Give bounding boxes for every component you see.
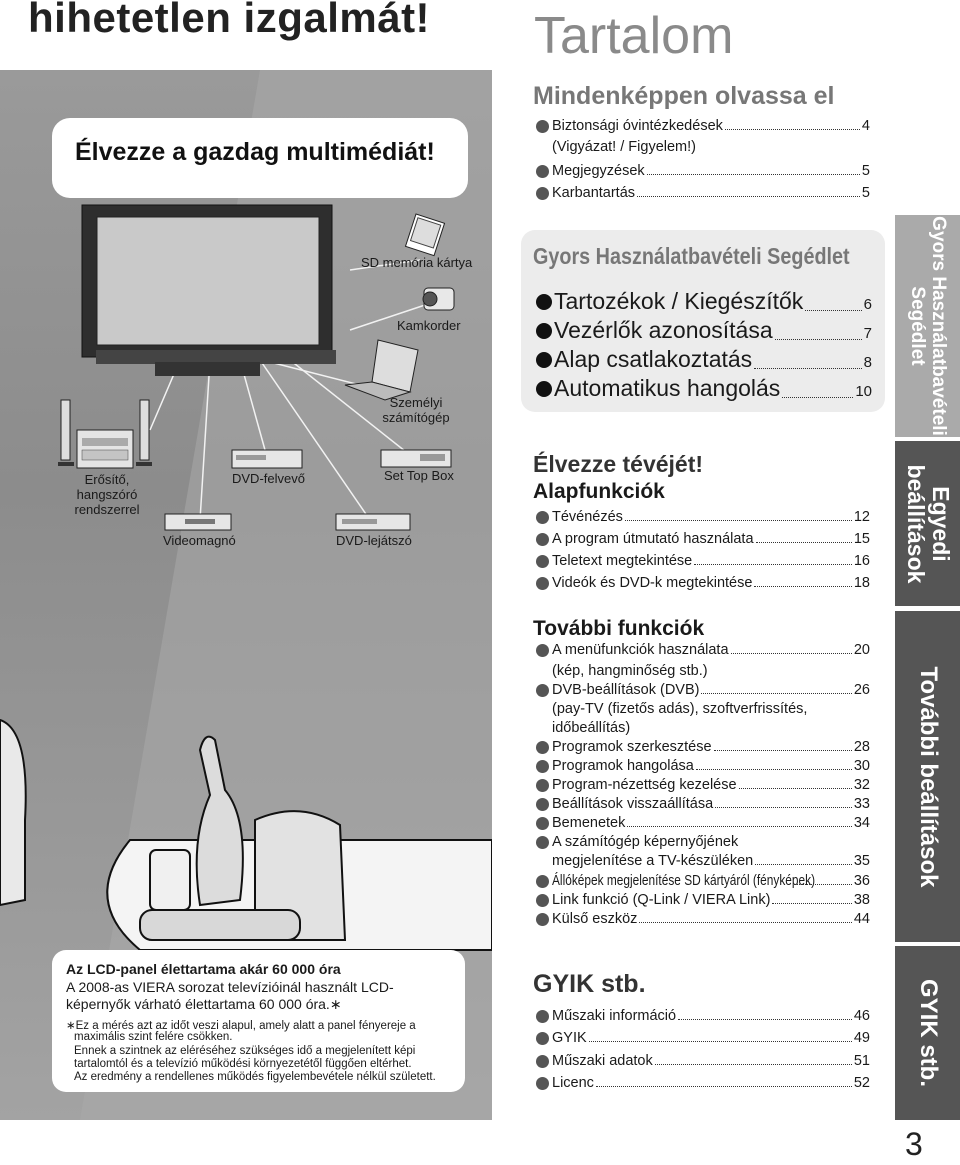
toc-item-page: 7 xyxy=(863,325,872,342)
toc-item-sub: (Vigyázat! / Figyelem!) xyxy=(552,139,696,155)
bullet-icon xyxy=(536,511,549,524)
toc-item-label: A menüfunkciók használata xyxy=(552,642,729,658)
toc-item-label: Link funkció (Q-Link / VIERA Link) xyxy=(552,892,771,908)
toc-item[interactable] xyxy=(536,892,870,908)
bullet-icon xyxy=(536,555,549,568)
toc-item-page: 28 xyxy=(853,739,870,755)
toc-item-page: 18 xyxy=(853,575,870,591)
toc-item-page: 46 xyxy=(853,1008,870,1024)
leader-dots xyxy=(625,520,852,521)
toc-item-page: 5 xyxy=(861,185,870,201)
tab-faq-label: GYIK stb. xyxy=(914,978,942,1088)
leader-dots xyxy=(589,1041,852,1042)
bullet-icon xyxy=(536,381,552,397)
toc-item-label: Beállítások visszaállítása xyxy=(552,796,714,812)
bullet-icon xyxy=(536,894,549,907)
sd-card-illustration xyxy=(405,214,444,256)
toc-item-page: 5 xyxy=(861,163,870,179)
settop-illustration xyxy=(381,450,451,467)
toc-item-page: 32 xyxy=(853,777,870,793)
toc-item[interactable] xyxy=(536,911,870,927)
label-dvd-player: DVD-lejátszó xyxy=(336,533,412,548)
toc-item[interactable] xyxy=(536,531,870,547)
toc-item[interactable] xyxy=(536,739,870,755)
tab-quick-start-line1: Gyors Használatbavételi xyxy=(927,216,949,436)
leader-dots xyxy=(739,788,852,789)
toc-item-page: 20 xyxy=(853,642,870,658)
leader-dots xyxy=(731,653,852,654)
leader-dots xyxy=(627,826,852,827)
toc-item-label: Műszaki adatok xyxy=(552,1053,653,1069)
laptop-illustration xyxy=(345,340,418,400)
toc-item-label: Programok hangolása xyxy=(552,758,694,774)
toc-item-label: A számítógép képernyőjének xyxy=(552,834,739,850)
toc-item[interactable] xyxy=(536,288,872,315)
bullet-icon xyxy=(536,294,552,310)
footnote-4: tartalomtól és a televízió működési környezetétől függően eltérhet. xyxy=(74,1058,412,1070)
toc-item[interactable] xyxy=(536,163,870,179)
section-must-read: Mindenképpen olvassa el xyxy=(533,82,835,110)
page-number: 3 xyxy=(905,1126,923,1162)
toc-item-label: Videók és DVD-k megtekintése xyxy=(552,575,753,591)
toc-item[interactable] xyxy=(536,834,870,850)
bullet-icon xyxy=(536,1032,549,1045)
toc-item-label: Karbantartás xyxy=(552,185,636,201)
toc-item[interactable] xyxy=(536,873,870,889)
bullet-icon xyxy=(536,165,549,178)
toc-item-label: Program-nézettség kezelése xyxy=(552,777,737,793)
tab-more-settings-label: További beállítások xyxy=(914,666,942,887)
leader-dots xyxy=(725,129,860,130)
tab-custom-line1: Egyedi xyxy=(927,485,954,562)
toc-item-page: 4 xyxy=(861,118,870,134)
label-amp-line3: rendszerrel xyxy=(74,502,140,517)
toc-item-label: Tévénézés xyxy=(552,509,623,525)
footnote-3: Ennek a szintnek az eléréséhez szükséges idő a megjelenített képi xyxy=(74,1045,416,1057)
toc-item-label: DVB-beállítások (DVB) xyxy=(552,682,700,698)
toc-item[interactable] xyxy=(536,118,870,134)
toc-item[interactable] xyxy=(536,553,870,569)
toc-item-label: Külső eszköz xyxy=(552,911,638,927)
dvd-recorder-illustration xyxy=(232,450,302,468)
leader-dots xyxy=(772,903,851,904)
toc-item-page: 30 xyxy=(853,758,870,774)
toc-item[interactable] xyxy=(536,777,870,793)
lcd-lifetime-text-2: képernyők várható élettartama 60 000 óra.∗ xyxy=(66,996,342,1012)
leader-dots xyxy=(755,864,852,865)
leader-dots xyxy=(775,339,862,340)
toc-item-page: 10 xyxy=(855,383,872,400)
toc-item-label: Műszaki információ xyxy=(552,1008,677,1024)
leader-dots xyxy=(756,542,852,543)
bullet-icon xyxy=(536,875,549,888)
tab-quick-start-label xyxy=(907,216,949,436)
living-room-illustration xyxy=(0,700,492,960)
toc-item-page: 33 xyxy=(853,796,870,812)
bullet-icon xyxy=(536,913,549,926)
bullet-icon xyxy=(536,352,552,368)
bullet-icon xyxy=(536,760,549,773)
leader-dots xyxy=(694,564,852,565)
camcorder-illustration xyxy=(423,288,454,310)
lcd-lifetime-text-1: A 2008-as VIERA sorozat televízióinál használt LCD- xyxy=(66,979,394,995)
leader-dots xyxy=(696,769,852,770)
toc-item[interactable] xyxy=(536,796,870,812)
section-quick-start: Gyors Használatbavételi Segédlet xyxy=(533,243,850,269)
vcr-illustration xyxy=(165,514,231,530)
dvd-player-illustration xyxy=(336,514,410,530)
toc-item-label: Automatikus hangolás xyxy=(554,375,781,401)
toc-item-page: 51 xyxy=(853,1053,870,1069)
bullet-icon xyxy=(536,798,549,811)
bullet-icon xyxy=(536,533,549,546)
toc-item-label: Bemenetek xyxy=(552,815,626,831)
bullet-icon xyxy=(536,836,549,849)
label-sd-card: SD memória kártya xyxy=(361,255,473,270)
toc-item-page: 16 xyxy=(853,553,870,569)
headline: hihetetlen izgalmát! xyxy=(28,0,431,41)
toc-item[interactable] xyxy=(536,317,872,344)
bullet-icon xyxy=(536,1077,549,1090)
leader-dots xyxy=(639,922,851,923)
leader-dots xyxy=(647,174,860,175)
toc-item-page: 12 xyxy=(853,509,870,525)
tv-illustration xyxy=(82,205,336,376)
bullet-icon xyxy=(536,644,549,657)
toc-item[interactable] xyxy=(536,815,870,831)
toc-item-page: 36 xyxy=(853,873,870,889)
lcd-lifetime-title: Az LCD-panel élettartama akár 60 000 óra xyxy=(66,961,341,977)
toc-item[interactable] xyxy=(536,1030,870,1046)
leader-dots xyxy=(794,884,852,885)
leader-dots xyxy=(596,1086,852,1087)
multimedia-title: Élvezze a gazdag multimédiát! xyxy=(75,138,435,166)
toc-item-label: Tartozékok / Kiegészítők xyxy=(554,288,804,314)
bullet-icon xyxy=(536,323,552,339)
label-amp-line1: Erősítő, xyxy=(84,472,130,487)
toc-item-page: 35 xyxy=(853,853,870,869)
tab-more-settings[interactable] xyxy=(895,611,960,942)
bullet-icon xyxy=(536,779,549,792)
leader-dots xyxy=(754,586,851,587)
section-faq: GYIK stb. xyxy=(533,970,646,998)
leader-dots xyxy=(678,1019,852,1020)
toc-item-label: Megjegyzések xyxy=(552,163,645,179)
toc-item[interactable] xyxy=(536,185,870,201)
toc-item-label: Teletext megtekintése xyxy=(552,553,693,569)
toc-item-label: megjelenítése a TV-készüléken xyxy=(552,853,754,869)
toc-title: Tartalom xyxy=(534,7,734,65)
bullet-icon xyxy=(536,684,549,697)
toc-item-label: Programok szerkesztése xyxy=(552,739,712,755)
toc-item[interactable] xyxy=(536,682,870,698)
tab-faq[interactable] xyxy=(895,946,960,1120)
toc-item-page: 44 xyxy=(853,911,870,927)
label-amplifier xyxy=(58,472,156,517)
hifi-illustration xyxy=(58,400,152,468)
toc-item-label: Alap csatlakoztatás xyxy=(554,346,753,372)
tab-custom-line2: beállítások xyxy=(902,464,929,583)
footnote-1: ∗Ez a mérés azt az időt veszi alapul, amely alatt a panel fényereje a xyxy=(66,1020,416,1032)
toc-item-page: 15 xyxy=(853,531,870,547)
leader-dots xyxy=(782,397,853,398)
toc-item-label: Vezérlők azonosítása xyxy=(554,317,773,343)
toc-item-page: 8 xyxy=(863,354,872,371)
section-basic-functions: Alapfunkciók xyxy=(533,480,665,503)
tab-custom-settings[interactable] xyxy=(895,441,960,606)
toc-item-page: 34 xyxy=(853,815,870,831)
tab-custom-settings-label xyxy=(903,464,953,583)
leader-dots xyxy=(715,807,852,808)
tab-quick-start[interactable] xyxy=(895,215,960,437)
label-pc-line2: számítógép xyxy=(382,410,450,425)
toc-item[interactable] xyxy=(536,1008,870,1024)
toc-item[interactable] xyxy=(536,375,872,402)
bullet-icon xyxy=(536,120,549,133)
label-amp-line2: hangszóró xyxy=(76,487,138,502)
footnote-5: Az eredmény a rendellenes működés figyelembevétele nélkül született. xyxy=(74,1071,436,1083)
toc-item[interactable] xyxy=(536,346,872,373)
toc-item[interactable] xyxy=(536,758,870,774)
bullet-icon xyxy=(536,577,549,590)
toc-item-page: 49 xyxy=(853,1030,870,1046)
toc-item[interactable] xyxy=(536,1053,870,1069)
leader-dots xyxy=(805,310,861,311)
leader-dots xyxy=(754,368,861,369)
bullet-icon xyxy=(536,1010,549,1023)
toc-item-page: 26 xyxy=(853,682,870,698)
bullet-icon xyxy=(536,817,549,830)
toc-item-label: GYIK xyxy=(552,1030,587,1046)
label-pc-line1: Személyi xyxy=(389,395,443,410)
footnote-2: maximális szint felére csökken. xyxy=(74,1031,233,1043)
label-settop: Set Top Box xyxy=(384,468,454,483)
tab-quick-start-line2: Segédlet xyxy=(906,286,928,366)
bullet-icon xyxy=(536,1055,549,1068)
toc-item-sub[interactable] xyxy=(552,853,870,869)
toc-item-label: Biztonsági óvintézkedések xyxy=(552,118,723,134)
bullet-icon xyxy=(536,741,549,754)
toc-item-label: A program útmutató használata xyxy=(552,531,754,547)
section-enjoy-tv: Élvezze tévéjét! xyxy=(533,451,704,477)
label-vcr: Videomagnó xyxy=(163,533,236,548)
label-pc xyxy=(380,395,452,425)
toc-item[interactable] xyxy=(536,509,870,525)
leader-dots xyxy=(714,750,852,751)
leader-dots xyxy=(701,693,851,694)
section-more-functions: További funkciók xyxy=(533,617,705,640)
toc-item-sub: időbeállítás) xyxy=(552,720,631,736)
leader-dots xyxy=(637,196,860,197)
toc-item-sub: (kép, hangminőség stb.) xyxy=(552,663,708,679)
toc-item-label: Állóképek megjelenítése SD kártyáról (fényképek) xyxy=(552,873,816,889)
toc-item-label: Licenc xyxy=(552,1075,594,1091)
toc-item-sub: (pay-TV (fizetős adás), szoftverfrissítés, xyxy=(552,701,808,717)
toc-item[interactable] xyxy=(536,1075,870,1091)
toc-item-page: 6 xyxy=(863,296,872,313)
label-camcorder: Kamkorder xyxy=(397,318,461,333)
toc-item[interactable] xyxy=(536,642,870,658)
leader-dots xyxy=(655,1064,852,1065)
label-dvd-recorder: DVD-felvevő xyxy=(232,471,305,486)
toc-item[interactable] xyxy=(536,575,870,591)
toc-item-page: 52 xyxy=(853,1075,870,1091)
bullet-icon xyxy=(536,187,549,200)
toc-item-page: 38 xyxy=(853,892,870,908)
